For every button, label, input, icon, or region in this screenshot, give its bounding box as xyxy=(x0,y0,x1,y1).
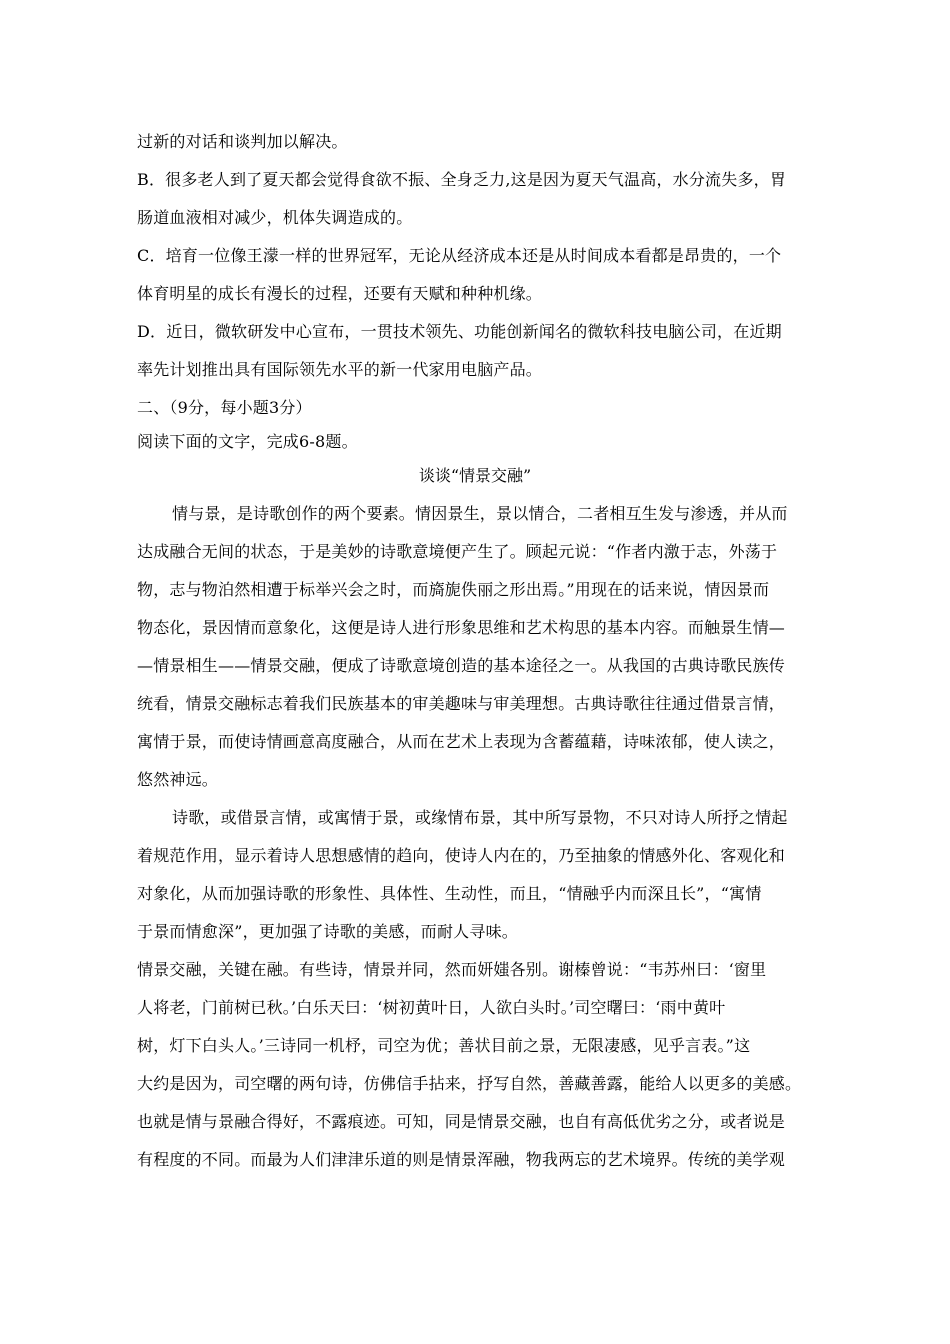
paragraph-2-line: 于景而情愈深”，更加强了诗歌的美感，而耐人寻味。 xyxy=(137,922,518,941)
text-line: 过新的对话和谈判加以解决。 xyxy=(137,132,348,151)
option-c-line-1: C．培育一位像王濛一样的世界冠军，无论从经济成本还是从时间成本看都是昂贵的，一个 xyxy=(137,246,782,265)
paragraph-3-line: 人将老，门前树已秋。’白乐天曰：‘树初黄叶日，人欲白头时。’司空曙曰：‘雨中黄叶 xyxy=(137,998,726,1017)
paragraph-1-line: 情与景，是诗歌创作的两个要素。情因景生，景以情合，二者相互生发与渗透，并从而 xyxy=(172,504,788,523)
instruction-line: 阅读下面的文字，完成6-8题。 xyxy=(137,432,358,451)
option-d-line-1: D．近日，微软研发中心宣布，一贯技术领先、功能创新闻名的微软科技电脑公司，在近期 xyxy=(137,322,782,341)
paragraph-1-line: 悠然神远。 xyxy=(137,770,219,789)
option-b-line-2: 肠道血液相对减少，机体失调造成的。 xyxy=(137,208,413,227)
paragraph-3-line: 情景交融，关键在融。有些诗，情景并同，然而妍媸各别。谢榛曾说：“韦苏州曰：‘窗里 xyxy=(137,960,767,979)
paragraph-3-line: 树，灯下白头人。’三诗同一机杼，司空为优；善状目前之景，无限凄感，见乎言表。”这 xyxy=(137,1036,751,1055)
option-b-line-1: B．很多老人到了夏天都会觉得食欲不振、全身乏力,这是因为夏天气温高，水分流失多，胃 xyxy=(137,170,787,189)
paragraph-1-line: 寓情于景，而使诗情画意高度融合，从而在艺术上表现为含蓄蕴藉，诗味浓郁，使人读之， xyxy=(137,732,786,751)
paragraph-1-line: 物，志与物泊然相遭于标举兴会之时，而旖旎佚丽之形出焉。”用现在的话来说，情因景而 xyxy=(137,580,770,599)
paragraph-1-line: 达成融合无间的状态，于是美妙的诗歌意境便产生了。顾起元说：“作者内激于志，外荡于 xyxy=(137,542,778,561)
article-title: 谈谈“情景交融” xyxy=(418,466,532,485)
paragraph-1-line: 物态化，景因情而意象化，这便是诗人进行形象思维和艺术构思的基本内容。而触景生情— xyxy=(137,618,786,637)
paragraph-2-line: 着规范作用，显示着诗人思想感情的趋向，使诗人内在的，乃至抽象的情感外化、客观化和 xyxy=(137,846,786,865)
paragraph-2-line: 对象化，从而加强诗歌的形象性、具体性、生动性，而且，“情融乎内而深且长”，“寓情 xyxy=(137,884,762,903)
paragraph-3-line: 有程度的不同。而最为人们津津乐道的则是情景浑融，物我两忘的艺术境界。传统的美学观 xyxy=(137,1150,786,1169)
option-c-line-2: 体育明星的成长有漫长的过程，还要有天赋和种种机缘。 xyxy=(137,284,543,303)
section-heading: 二、（9分，每小题3分） xyxy=(137,398,312,417)
paragraph-3-line: 大约是因为，司空曙的两句诗，仿佛信手拈来，抒写自然，善藏善露，能给人以更多的美感。 xyxy=(137,1074,802,1093)
option-d-line-2: 率先计划推出具有国际领先水平的新一代家用电脑产品。 xyxy=(137,360,543,379)
paragraph-2-line: 诗歌，或借景言情，或寓情于景，或缘情布景，其中所写景物，不只对诗人所抒之情起 xyxy=(172,808,788,827)
paragraph-1-line: —情景相生——情景交融，便成了诗歌意境创造的基本途径之一。从我国的古典诗歌民族传 xyxy=(137,656,786,675)
paragraph-3-line: 也就是情与景融合得好，不露痕迹。可知，同是情景交融，也自有高低优劣之分，或者说是 xyxy=(137,1112,786,1131)
paragraph-1-line: 统看，情景交融标志着我们民族基本的审美趣味与审美理想。古典诗歌往往通过借景言情， xyxy=(137,694,786,713)
